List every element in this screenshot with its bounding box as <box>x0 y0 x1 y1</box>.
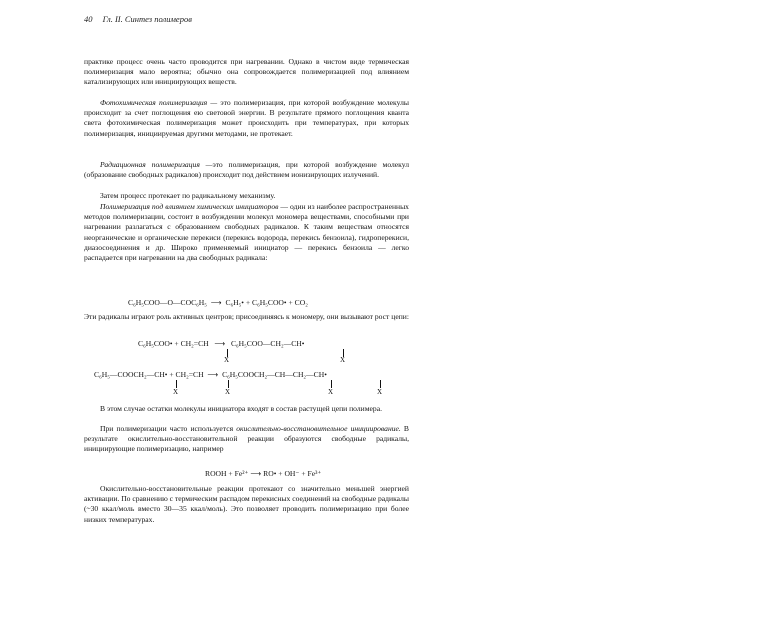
substituent-x: X <box>377 388 383 396</box>
paragraph-4: Затем процесс протекает по радикальному механизму. <box>100 191 276 200</box>
eq2-left: C₆H₅COO• + CH₂=CH <box>138 339 209 348</box>
substituent-x: X <box>224 356 230 364</box>
eq1-left: C₆H₅COO—O—COC₆H₅ <box>128 298 207 307</box>
paragraph-8 <box>84 424 409 455</box>
paragraph-9: Окислительно-восстановительные реакции протекают со значительно меньшей энергией активации. По сравнению с термическим распадом перекисных соединений на свободные радикалы (~30 ккал/моль вместо 30—35 ккал/моль). Это позволяет проводить полимеризацию при более низких температурах. <box>84 484 409 524</box>
term-photochemical: Фотохимическая полимеризация — <box>100 98 218 107</box>
substituent-x: X <box>173 388 179 396</box>
bond-line <box>331 380 332 388</box>
paragraph-6: Эти радикалы играют роль активных центров; присоединяясь к мономеру, они вызывают рост цепи: <box>84 312 409 321</box>
bond-line <box>228 380 229 388</box>
eq1-right: C₆H₅• + C₆H₅COO• + CO₂ <box>225 298 308 307</box>
bond-line <box>176 380 177 388</box>
arrow-icon: ⟶ <box>210 339 230 348</box>
paragraph-8-cont: В результате окислительно-восстановительной реакции образуются свободные радикалы, инициирующие полимеризацию, например <box>84 424 409 454</box>
paragraph-2-text: это полимеризация, при которой возбуждение молекулы происходит за счет поглощения ею световой энергии. В результате прямого поглощения кванта света фотохимическая полимеризация может происходить при температурах, при которых полимеризация, инициируемая другими методами, не протекает. <box>84 98 409 138</box>
eq3-left: C₆H₅—COOCH₂—CH• + CH₂=CH <box>94 370 204 379</box>
paragraph-8-text: При полимеризации часто используется <box>100 424 234 433</box>
substituent-x: X <box>328 388 334 396</box>
term-initiators: Полимеризация под влиянием химических инициаторов <box>100 202 279 211</box>
paragraph-3-text: это полимеризация, при которой возбуждение молекул (образование свободных радикалов) происходит под действием ионизирующих излучений. <box>84 160 410 180</box>
running-header <box>84 14 200 24</box>
page-number: 40 <box>84 14 93 24</box>
paragraph-5-text: — один из наиболее распространенных методов полимеризации, состоит в возбуждении молекул мономера веществами, способными при нагревании разлагаться с образованием свободных радикалов. К таким веществам относятся неорганические и органические перекиси (перекись водорода, перекись бензоила), гидроперекиси, диазосоединения и др. Широко применяемый инициатор — перекись бензоила — легко распадается при нагревании на два свободных радикала: <box>84 202 409 263</box>
equation-2 <box>138 339 304 348</box>
equation-3 <box>94 370 327 379</box>
bond-line <box>380 380 381 388</box>
term-redox: окислительно-восстановительное инициирование. <box>236 424 401 433</box>
arrow-icon: ⟶ <box>205 370 221 379</box>
arrow-icon: ⟶ <box>208 298 224 307</box>
eq2-right: C₆H₅COO—CH₂—CH• <box>230 339 305 348</box>
term-radiation: Радиационная полимеризация — <box>100 160 213 169</box>
chapter-title: Гл. II. Синтез полимеров <box>102 14 192 24</box>
paragraph-2 <box>84 98 409 139</box>
equation-1 <box>128 298 308 307</box>
equation-4: ROOH + Fe²⁺ ⟶ RO• + OH⁻ + Fe³⁺ <box>205 469 322 478</box>
eq3-right: C₆H₅COOCH₂—CH—CH₂—CH• <box>222 370 327 379</box>
paragraph-1: практике процесс очень часто проводится при нагревании. Однако в чистом виде термическая полимеризация мало вероятна; обычно она сопровождается полимеризацией под влиянием катализирующих или инициирующих веществ. <box>84 57 409 87</box>
substituent-x: X <box>225 388 231 396</box>
paragraph-7: В этом случае остатки молекулы инициатора входят в состав растущей цепи полимера. <box>100 404 382 413</box>
paragraph-5 <box>84 202 409 263</box>
substituent-x: X <box>340 356 346 364</box>
paragraph-3 <box>84 160 409 180</box>
